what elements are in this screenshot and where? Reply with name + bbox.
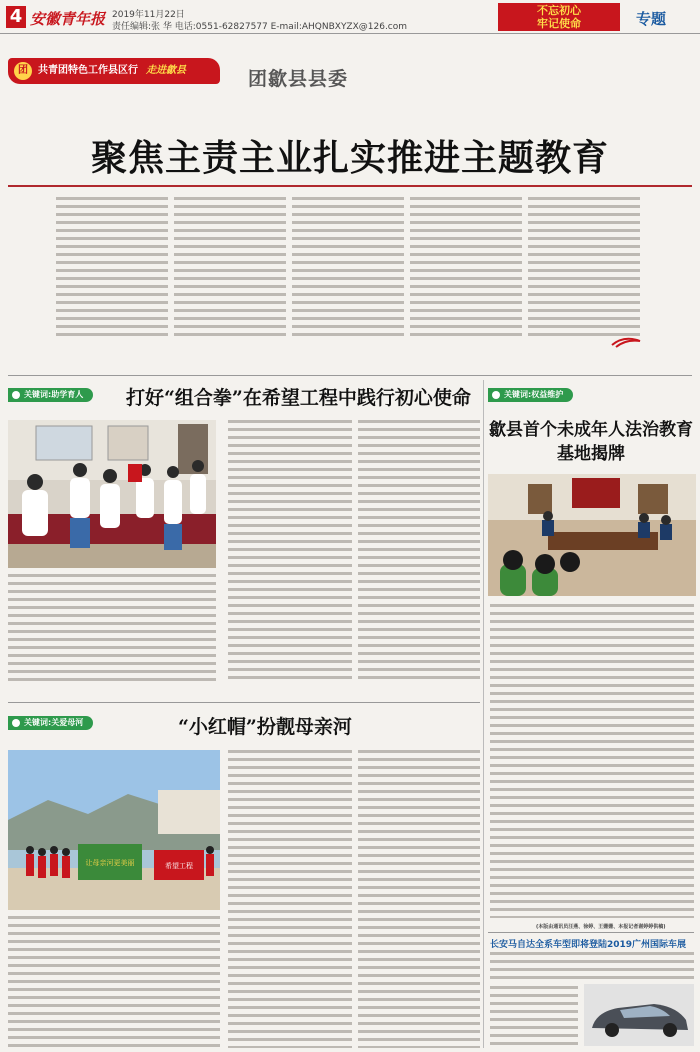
- article-2-col-3: [358, 750, 480, 1048]
- car-news-text-2: [490, 986, 578, 1046]
- section-rule: [8, 375, 692, 376]
- article-2-col-1: [8, 916, 220, 1048]
- article-3-text: [490, 604, 694, 918]
- lead-text-col-2: [174, 197, 286, 339]
- series-italic: 走进歙县: [146, 65, 186, 76]
- tag-dot-icon: [492, 391, 500, 399]
- tag-dot-icon: [12, 391, 20, 399]
- lead-text-col-5: [528, 197, 640, 339]
- car-news-title: 长安马自达全系车型即将登陆2019广州国际车展: [490, 940, 687, 950]
- tag-dot-icon: [12, 719, 20, 727]
- article-1-title: 打好“组合拳”在希望工程中践行初心使命: [126, 387, 471, 409]
- masthead: [0, 0, 700, 34]
- car-news-text-1: [490, 952, 694, 982]
- lead-text-col-4: [410, 197, 522, 339]
- slogan-line-1: 不忘初心: [537, 4, 581, 17]
- editor-info: 责任编辑:张 华 电话:0551-62827577 E-mail:AHQNBXYZX@126.com: [112, 22, 408, 32]
- county-committee: 团歙县县委: [248, 68, 349, 90]
- ad-rule: [488, 932, 694, 933]
- lead-text-col-1: [56, 197, 168, 339]
- article-1-col-2: [228, 420, 352, 684]
- tree-banner-text: 让母亲河更美丽: [85, 859, 135, 867]
- article-3-title: 歙县首个未成年人法治教育基地揭牌: [489, 420, 693, 464]
- series-label: 共青团特色工作县区行: [38, 65, 138, 76]
- column-divider: [483, 380, 484, 1048]
- red-flourish-icon: [610, 335, 642, 349]
- tag-keyword-3: 关键词:权益维护: [488, 388, 573, 402]
- flag-banner-text: 希望工程: [165, 862, 193, 870]
- league-badge-icon: 团: [14, 62, 32, 80]
- article-2-rule: [8, 702, 480, 703]
- slogan-line-2: 牢记使命: [537, 17, 581, 30]
- slogan-banner: [498, 3, 620, 31]
- article-1-col-3: [358, 420, 480, 684]
- classroom-photo: [8, 420, 216, 568]
- page-headline: 聚焦主责主业扎实推进主题教育: [90, 137, 609, 179]
- page-number: 4: [6, 6, 26, 28]
- series-ribbon: [8, 58, 220, 84]
- article-2-col-2: [228, 750, 352, 1048]
- tag-keyword-2: 关键词:关爱母河: [8, 716, 93, 730]
- river-volunteers-photo: [8, 750, 220, 910]
- courtroom-photo: [488, 474, 696, 596]
- credits-footnote: (本版由通讯员汪燕、徐婷、王姗姗、本报记者谢婷婷供稿): [536, 924, 666, 930]
- issue-date: 2019年11月22日: [112, 10, 185, 20]
- lead-text-col-3: [292, 197, 404, 339]
- section-name: 专题: [636, 10, 667, 28]
- car-photo: [584, 984, 694, 1046]
- tag-keyword-1: 关键词:助学育人: [8, 388, 93, 402]
- article-1-col-1: [8, 574, 216, 684]
- paper-name: 安徽青年报: [30, 10, 106, 28]
- article-2-title: “小红帽”扮靓母亲河: [178, 716, 352, 738]
- headline-rule: [8, 185, 692, 187]
